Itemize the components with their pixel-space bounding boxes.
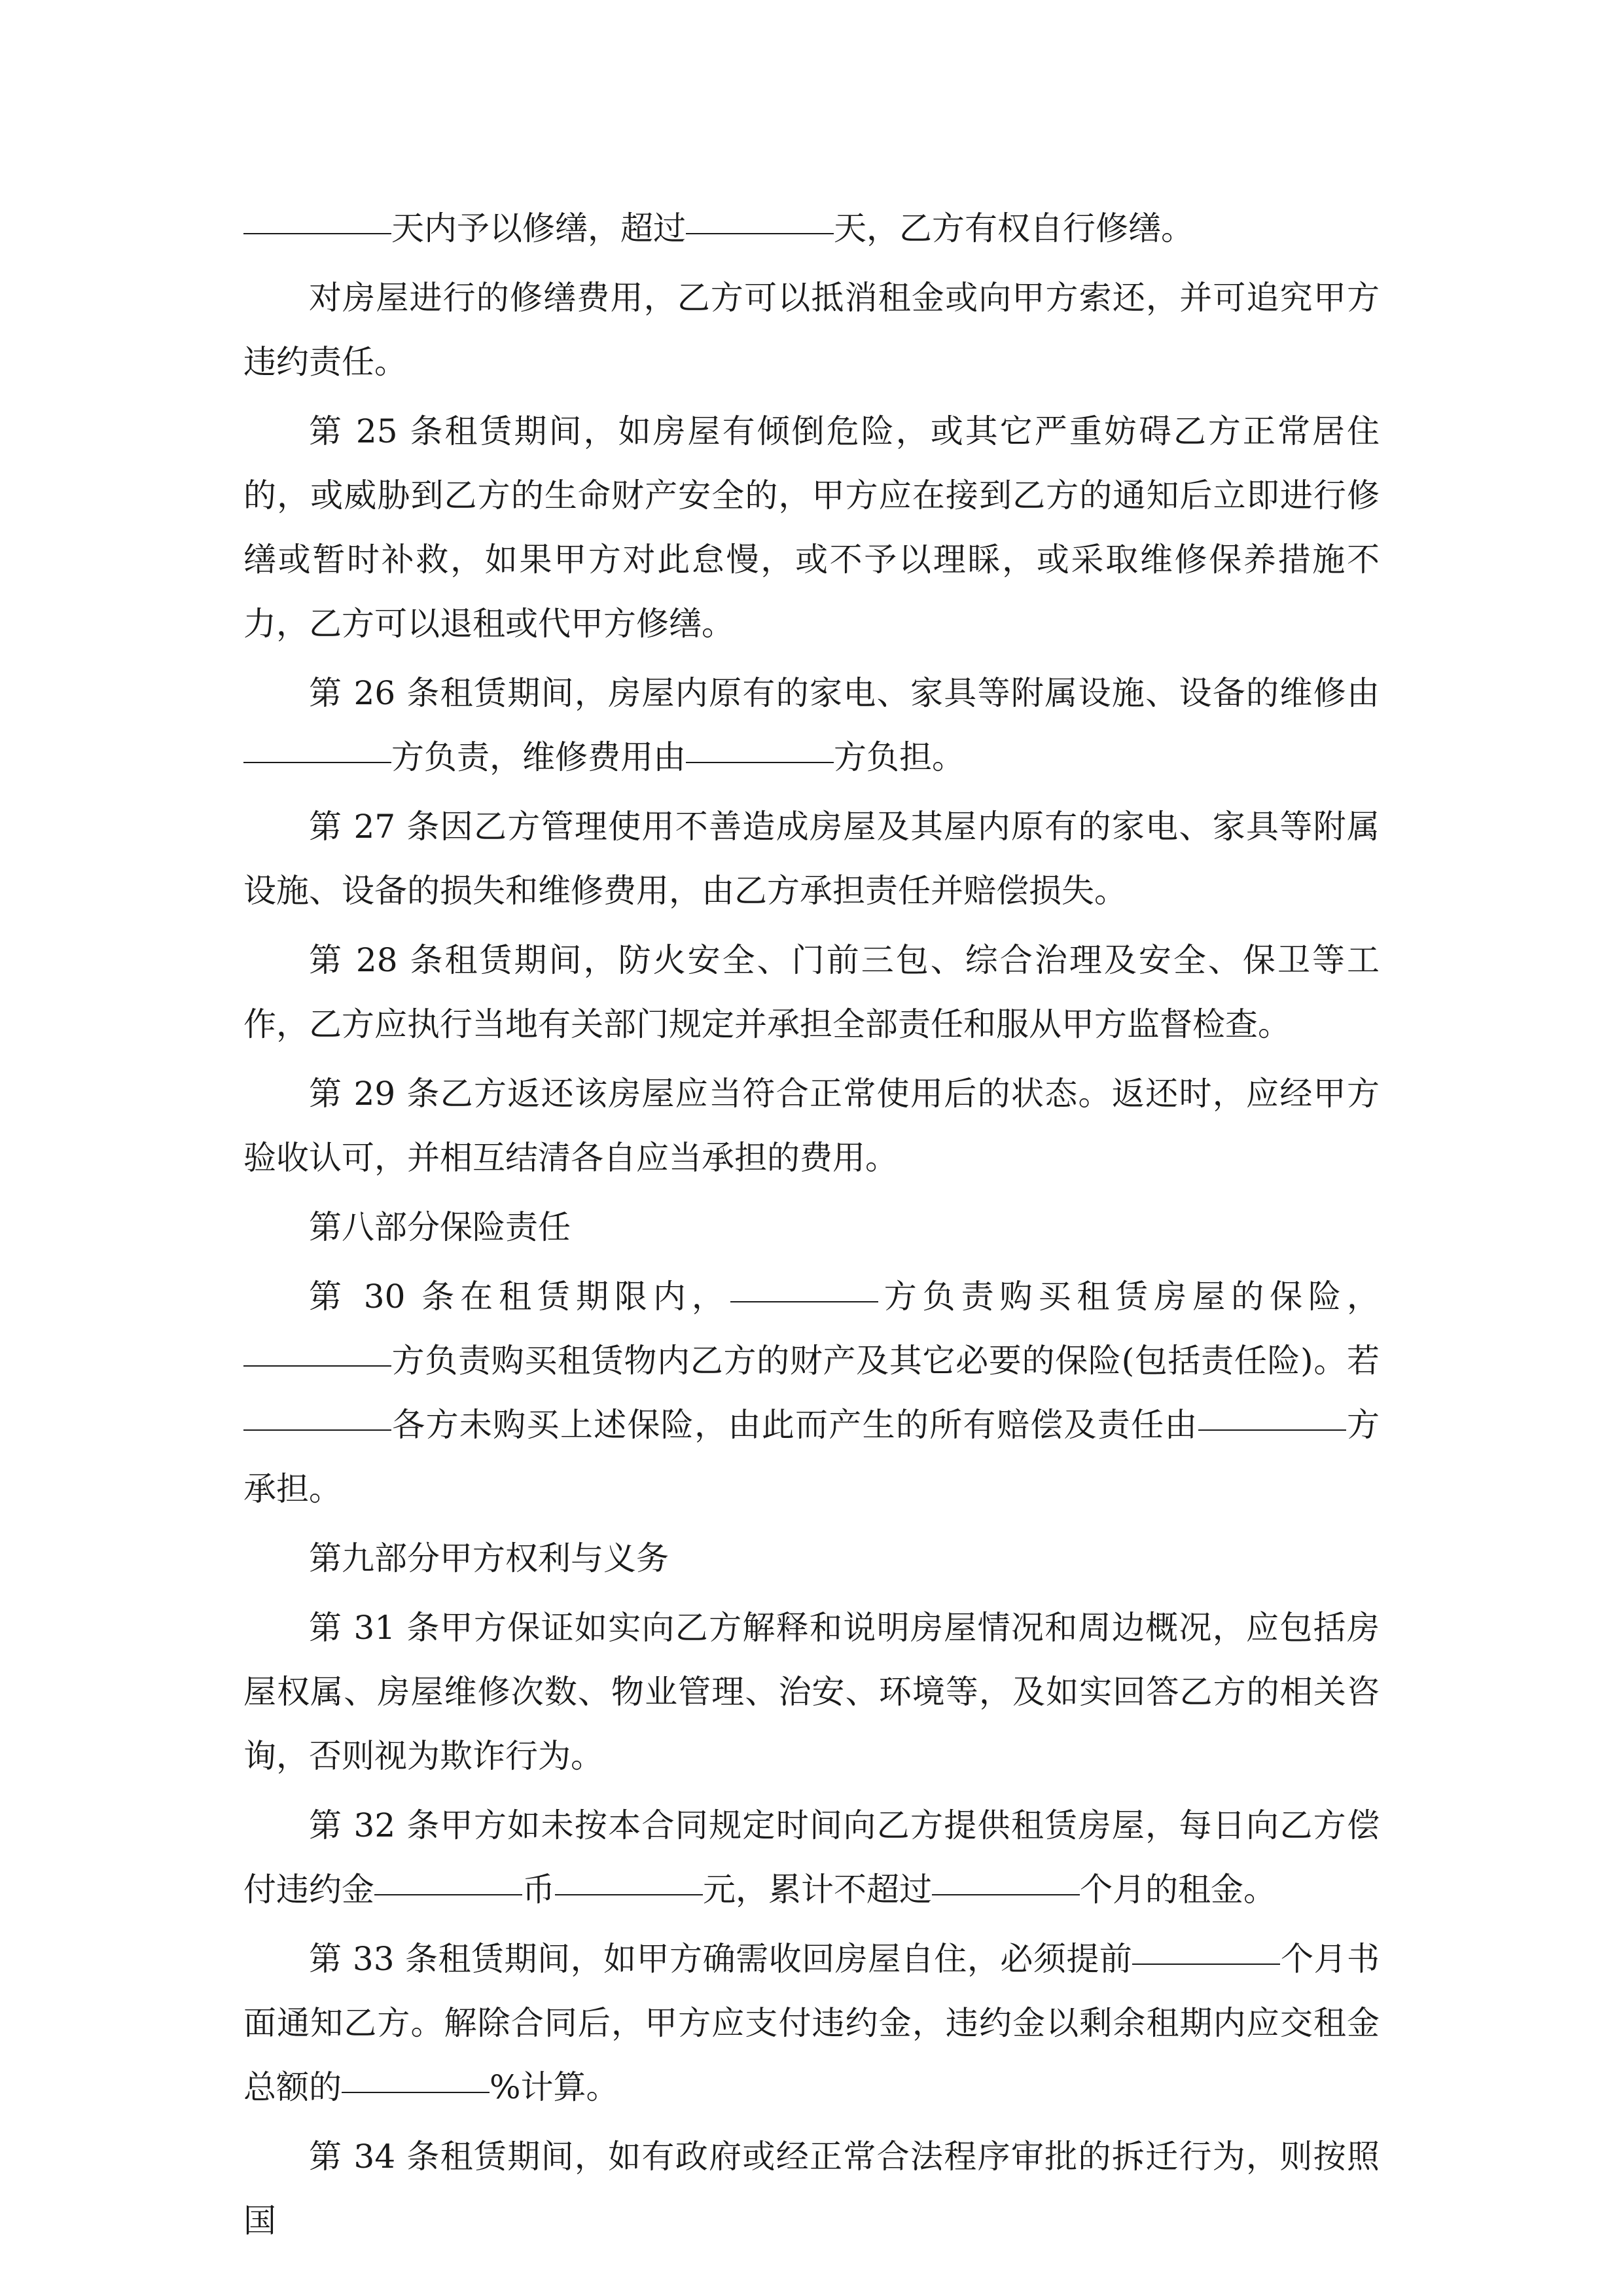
fill-blank <box>686 232 834 234</box>
paragraph-text: 方承担。 <box>243 1406 1380 1508</box>
paragraph-text: 各方未购买上述保险，由此而产生的所有赔偿及责任由 <box>391 1406 1198 1444</box>
paragraph-text: 天内予以修缮，超过 <box>391 209 686 247</box>
paragraph-text: 个月书面通知乙方。解除合同后，甲方应支付违约金，违约金以剩余租期内应交租金总额的 <box>243 1940 1380 2106</box>
fill-blank <box>243 1365 391 1367</box>
paragraph-text: 元，累计不超过 <box>703 1871 932 1909</box>
fill-blank <box>243 761 391 763</box>
paragraph-text: 第 31 条甲方保证如实向乙方解释和说明房屋情况和周边概况，应包括房屋权属、房屋维修次数、物业管理、治安、环境等，及如实回答乙方的相关咨询，否则视为欺诈行为。 <box>243 1609 1380 1775</box>
paragraph-text: 方负责购买租赁房屋的保险， <box>878 1278 1380 1316</box>
fill-blank <box>686 761 834 763</box>
article-29 <box>243 1062 1380 1190</box>
paragraph-text: 第 25 条租赁期间，如房屋有倾倒危险，或其它严重妨碍乙方正常居住的，或威胁到乙方的生命财产安全的，甲方应在接到乙方的通知后立即进行修缮或暂时补救，如果甲方对此怠慢，或不予以理睬，或采取维修保养措施不力，乙方可以退租或代甲方修缮。 <box>243 412 1380 643</box>
document-body <box>243 196 1380 2258</box>
section-heading: 第八部分保险责任 <box>309 1208 571 1246</box>
section-heading-9 <box>243 1526 1380 1590</box>
paragraph-text: 对房屋进行的修缮费用，乙方可以抵消租金或向甲方索还，并可追究甲方违约责任。 <box>243 279 1380 381</box>
article-32 <box>243 1793 1380 1922</box>
paragraph-1 <box>243 196 1380 260</box>
paragraph-text: %计算。 <box>490 2068 619 2106</box>
paragraph-text: 第 30 条在租赁期限内， <box>309 1278 730 1316</box>
paragraph-text: 方负责购买租赁物内乙方的财产及其它必要的保险(包括责任险)。若 <box>391 1342 1380 1380</box>
paragraph-text: 方负担。 <box>834 738 965 776</box>
paragraph-text: 第 29 条乙方返还该房屋应当符合正常使用后的状态。返还时，应经甲方验收认可，并相互结清各自应当承担的费用。 <box>243 1075 1380 1177</box>
article-33 <box>243 1927 1380 2119</box>
paragraph-text: 第 28 条租赁期间，防火安全、门前三包、综合治理及安全、保卫等工作，乙方应执行当地有关部门规定并承担全部责任和服从甲方监督检查。 <box>243 941 1380 1043</box>
fill-blank <box>1198 1429 1346 1431</box>
paragraph-text: 第 34 条租赁期间，如有政府或经正常合法程序审批的拆迁行为，则按照国 <box>243 2138 1380 2240</box>
article-31 <box>243 1596 1380 1788</box>
fill-blank <box>374 1893 522 1895</box>
fill-blank <box>932 1893 1080 1895</box>
section-heading: 第九部分甲方权利与义务 <box>309 1539 669 1577</box>
article-28 <box>243 928 1380 1056</box>
paragraph-text: 第 33 条租赁期间，如甲方确需收回房屋自住，必须提前 <box>309 1940 1133 1978</box>
paragraph-2 <box>243 266 1380 394</box>
article-30 <box>243 1265 1380 1521</box>
article-27 <box>243 795 1380 923</box>
fill-blank <box>555 1893 703 1895</box>
article-25 <box>243 399 1380 656</box>
article-34 <box>243 2125 1380 2253</box>
paragraph-text: 第 27 条因乙方管理使用不善造成房屋及其屋内原有的家电、家具等附属设施、设备的损失和维修费用，由乙方承担责任并赔偿损失。 <box>243 808 1380 910</box>
paragraph-text: 币 <box>522 1871 555 1909</box>
paragraph-text: 天，乙方有权自行修缮。 <box>834 209 1194 247</box>
fill-blank <box>1132 1963 1280 1965</box>
paragraph-text: 第 32 条甲方如未按本合同规定时间向乙方提供租赁房屋，每日向乙方偿付违约金 <box>243 1806 1380 1909</box>
fill-blank <box>243 232 391 234</box>
paragraph-text: 第 26 条租赁期间，房屋内原有的家电、家具等附属设施、设备的维修由 <box>309 674 1380 712</box>
fill-blank <box>730 1300 878 1302</box>
paragraph-text: 方负责，维修费用由 <box>391 738 686 776</box>
fill-blank <box>342 2091 490 2093</box>
fill-blank <box>243 1429 391 1431</box>
paragraph-text: 个月的租金。 <box>1080 1871 1276 1909</box>
section-heading-8 <box>243 1195 1380 1259</box>
article-26 <box>243 661 1380 789</box>
